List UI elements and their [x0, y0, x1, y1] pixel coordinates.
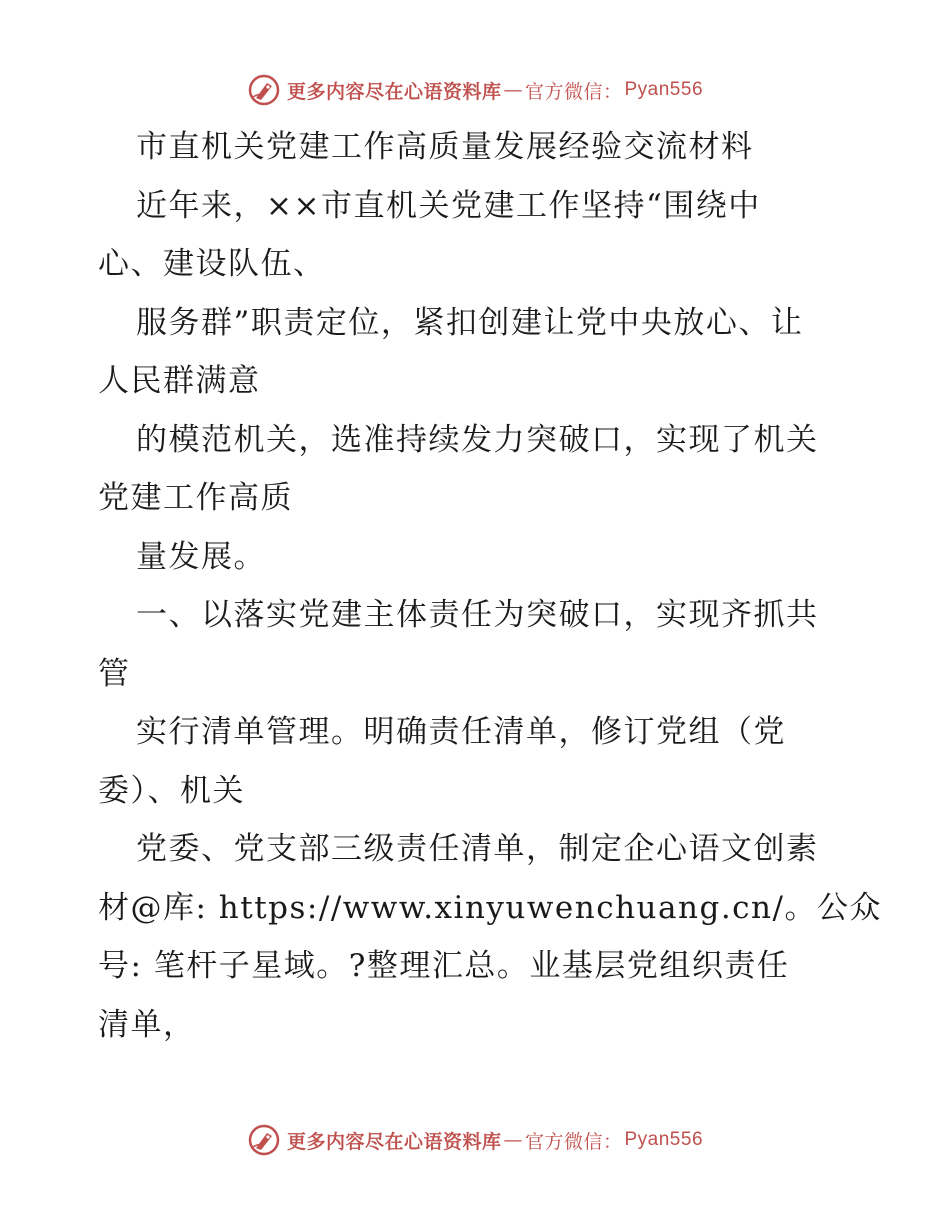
- text-line: 委）、机关: [98, 772, 245, 809]
- watermark-sub: 官方微信：: [524, 1130, 623, 1153]
- text-line: 一、以落实党建主体责任为突破口，实现齐抓共: [136, 597, 819, 633]
- watermark-separator: —: [503, 1129, 523, 1151]
- text-line: 材@库: https://www.xinyuwenchuang.cn/。公众: [98, 889, 882, 926]
- pen-nib-logo-icon: [247, 73, 281, 107]
- watermark-main: 更多内容尽在心语资料库: [286, 1130, 502, 1153]
- text-line: 心、建设队伍、: [98, 246, 326, 282]
- watermark-id: Pyan556: [624, 79, 704, 100]
- watermark-sub: 官方微信：: [524, 80, 623, 103]
- text-line: 党建工作高质: [98, 480, 293, 516]
- text-line: 市直机关党建工作高质量发展经验交流材料: [136, 129, 754, 165]
- watermark-id: Pyan556: [624, 1129, 704, 1150]
- document-body: [98, 118, 882, 1054]
- footer-watermark: [0, 1120, 950, 1160]
- text-line: 的模范机关，选准持续发力突破口，实现了机关: [136, 421, 819, 458]
- text-line: 人民群满意: [98, 363, 261, 399]
- text-line: 近年来，××市直机关党建工作坚持“围绕中: [136, 187, 761, 224]
- header-watermark: [0, 70, 950, 110]
- watermark-text: [287, 1127, 703, 1154]
- text-line: 量发展。: [136, 538, 266, 575]
- text-line: 实行清单管理。明确责任清单，修订党组（党: [136, 714, 786, 750]
- text-line: 服务群”职责定位，紧扣创建让党中央放心、让: [136, 304, 804, 341]
- text-line: 党委、党支部三级责任清单，制定企心语文创素: [136, 831, 819, 867]
- text-line: 号: 笔杆子星域。?整理汇总。业基层党组织责任: [98, 948, 790, 984]
- pen-nib-logo-icon: [247, 1123, 281, 1157]
- watermark-main: 更多内容尽在心语资料库: [286, 80, 502, 103]
- watermark-separator: —: [503, 79, 523, 101]
- text-line: 清单，: [98, 1006, 196, 1043]
- watermark-text: [287, 77, 703, 104]
- text-line: 管: [98, 655, 131, 692]
